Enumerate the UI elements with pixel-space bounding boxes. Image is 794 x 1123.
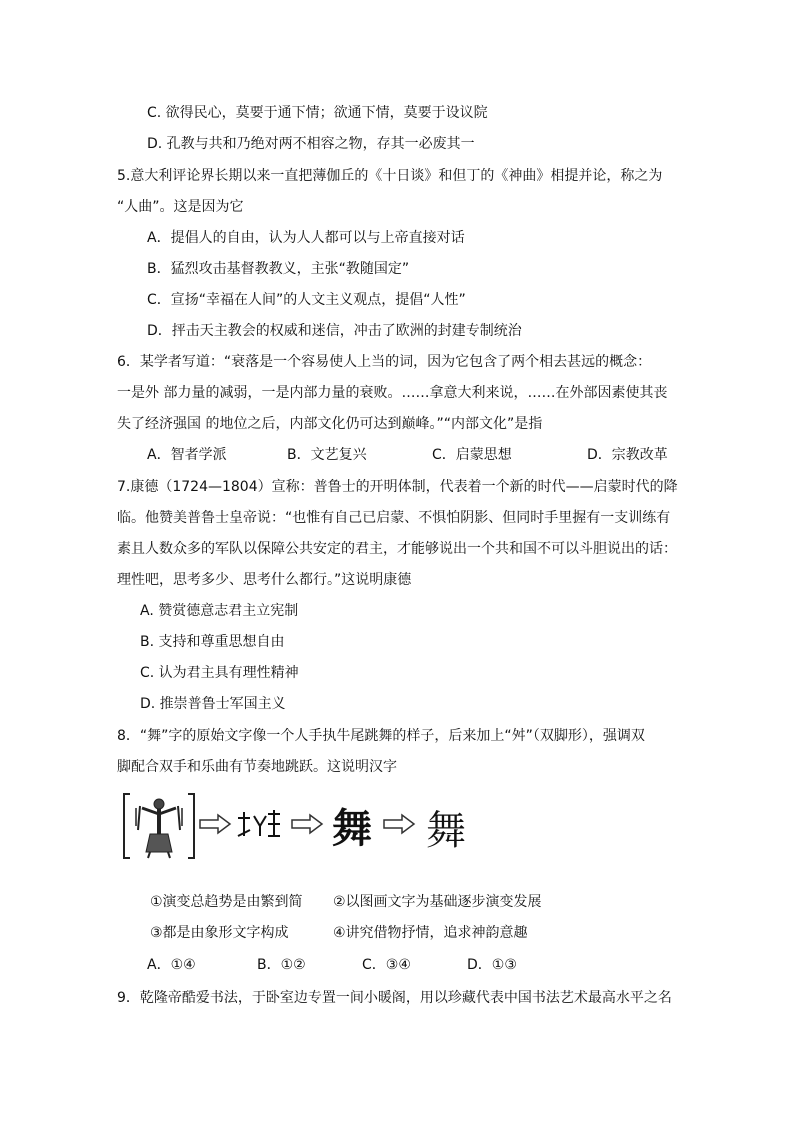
character-evolution-figure <box>120 790 480 862</box>
regular-script-glyph: 舞 <box>426 808 466 854</box>
q7-option-b: B. 支持和尊重思想自由 <box>140 634 285 650</box>
q6-option-a: A．智者学派 <box>147 447 227 463</box>
q8-option-d: D．①③ <box>467 957 517 973</box>
q5-option-b: B．猛烈攻击基督教教义，主张“教随国定” <box>147 261 410 277</box>
q6-option-d: D．宗教改革 <box>587 447 668 463</box>
q4-option-c: C. 欲得民心，莫要于通下情；欲通下情，莫要于设议院 <box>147 105 488 121</box>
q7-option-a: A. 赞赏德意志君主立宪制 <box>140 603 299 619</box>
q6-option-b: B．文艺复兴 <box>287 447 367 463</box>
arrow-right-icon <box>384 815 414 833</box>
early-glyph <box>238 810 280 836</box>
arrow-right-icon <box>292 815 322 833</box>
q6-options-row <box>0 445 794 465</box>
q6-stem-line-1: 6．某学者写道：“衰落是一个容易使人上当的词，因为它包含了两个相去甚远的概念： <box>117 354 652 370</box>
q5-stem-line-1: 5.意大利评论界长期以来一直把薄伽丘的《十日谈》和但丁的《神曲》相提并论，称之为 <box>117 168 663 184</box>
q7-stem-line-1: 7.康德（1724—1804）宣称：普鲁士的开明体制，代表着一个新的时代——启蒙时代的降 <box>117 479 678 495</box>
q6-option-c: C．启蒙思想 <box>432 447 512 463</box>
q7-option-c: C. 认为君主具有理性精神 <box>140 665 299 681</box>
q8-options-row <box>0 955 794 975</box>
q7-stem-line-4: 理性吧，思考多少、思考什么都行。”这说明康德 <box>117 572 412 588</box>
q8-option-b: B．①② <box>257 957 306 973</box>
arrow-right-icon <box>200 815 230 833</box>
q8-stem-line-1: 8．“舞”字的原始文字像一个人手执牛尾跳舞的样子，后来加上“舛”（双脚形），强调双 <box>117 728 645 744</box>
q4-option-d: D. 孔教与共和乃绝对两不相容之物，存其一必废其一 <box>147 136 475 152</box>
q5-option-a: A．提倡人的自由，认为人人都可以与上帝直接对话 <box>147 230 465 246</box>
q7-option-d: D. 推崇普鲁士军国主义 <box>140 696 286 712</box>
q5-option-c: C．宣扬“幸福在人间”的人文主义观点，提倡“人性” <box>147 292 466 308</box>
q6-stem-line-2: 一是外 部力量的减弱，一是内部力量的衰败。……拿意大利来说，……在外部因素使其丧 <box>117 385 668 401</box>
pictograph-frame-right <box>188 794 194 858</box>
q8-stem-line-2: 脚配合双手和乐曲有节奏地跳跃。这说明汉字 <box>117 759 397 775</box>
q8-statement-4: ④讲究借物抒情，追求神韵意趣 <box>333 925 528 941</box>
q7-stem-line-3: 素且人数众多的军队以保障公共安定的君主，才能够说出一个共和国不可以斗胆说出的话： <box>117 541 677 557</box>
q8-statement-1: ①演变总趋势是由繁到简 <box>150 894 303 910</box>
q8-statement-2: ②以图画文字为基础逐步演变发展 <box>333 894 542 910</box>
pictograph-frame-left <box>124 794 130 858</box>
dancer-pictograph <box>136 799 182 858</box>
q6-stem-line-3: 失了经济强国 的地位之后，内部文化仍可达到巅峰。”“内部文化”是指 <box>117 416 543 432</box>
q5-option-d: D．抨击天主教会的权威和迷信，冲击了欧洲的封建专制统治 <box>147 323 522 339</box>
q8-option-c: C．③④ <box>362 957 411 973</box>
seal-script-glyph: 舞 <box>332 805 372 852</box>
q5-stem-line-2: “人曲”。这是因为它 <box>117 199 244 215</box>
q9-stem-line-1: 9．乾隆帝酷爱书法，于卧室边专置一间小暖阁，用以珍藏代表中国书法艺术最高水平之名 <box>117 990 672 1006</box>
q8-statement-3: ③都是由象形文字构成 <box>150 925 289 941</box>
q7-stem-line-2: 临。他赞美普鲁士皇帝说：“也惟有自己已启蒙、不惧怕阴影、但同时手里握有一支训练有 <box>117 510 671 526</box>
q8-option-a: A．①④ <box>147 957 196 973</box>
